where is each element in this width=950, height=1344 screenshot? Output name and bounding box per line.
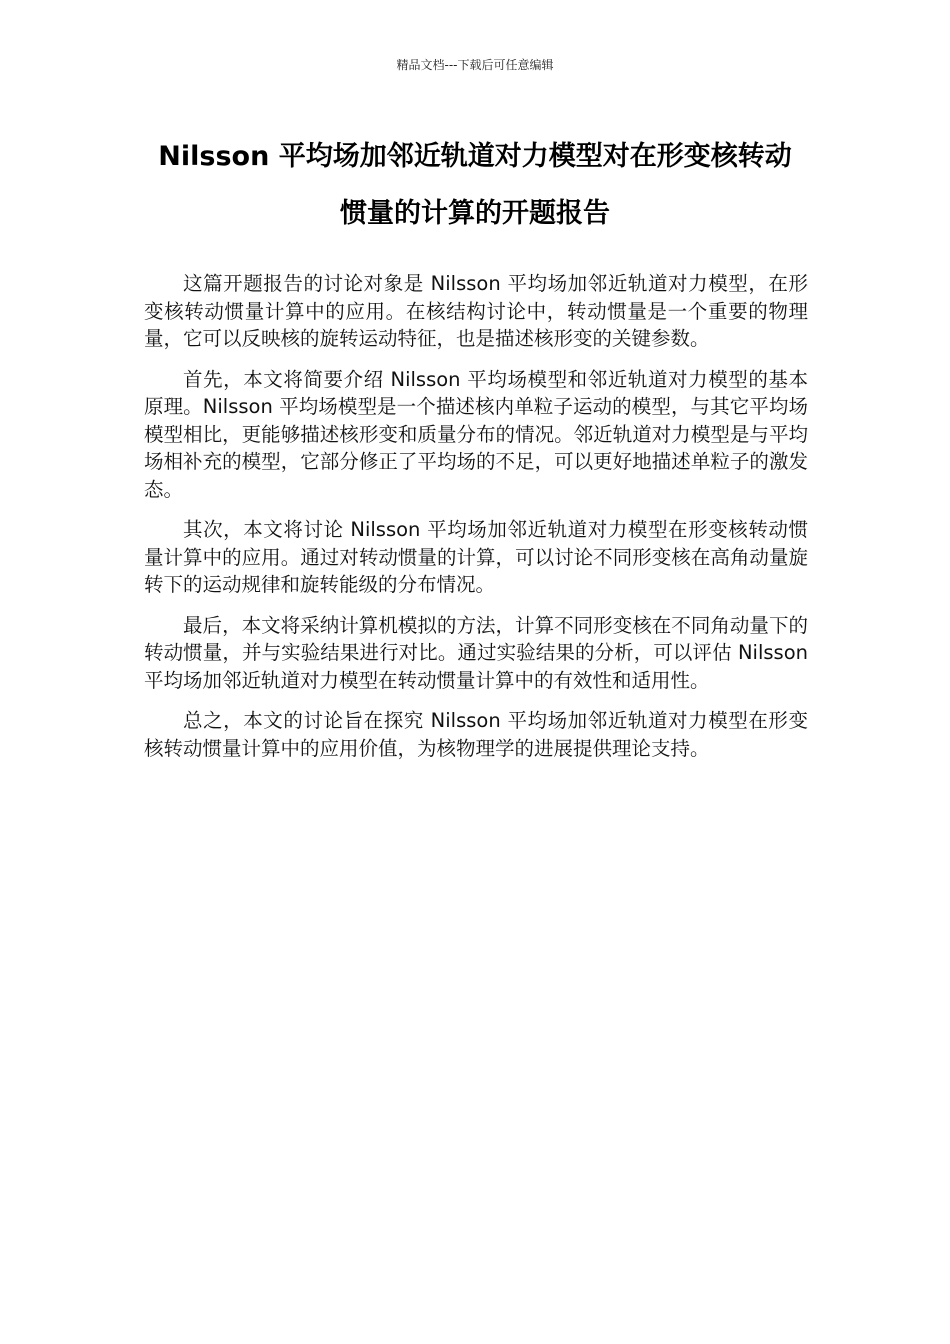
document-body — [144, 270, 808, 775]
paragraph-conclusion: 总之，本文的讨论旨在探究 Nilsson 平均场加邻近轨道对力模型在形变核转动惯量计算中的应用价值，为核物理学的进展提供理论支持。 — [144, 709, 808, 760]
title-line-2: 惯量的计算的开题报告 — [340, 198, 610, 229]
paragraph-finally: 最后，本文将采纳计算机模拟的方法，计算不同形变核在不同角动量下的转动惯量，并与实验结果进行对比。通过实验结果的分析，可以评估 Nilsson 平均场加邻近轨道对力模型在转动惯量计算中的有效性和适用性。 — [144, 613, 808, 692]
paragraph-second: 其次，本文将讨论 Nilsson 平均场加邻近轨道对力模型在形变核转动惯量计算中的应用。通过对转动惯量的计算，可以讨论不同形变核在高角动量旋转下的运动规律和旋转能级的分布情况。 — [144, 518, 808, 596]
paragraph-intro: 这篇开题报告的讨论对象是 Nilsson 平均场加邻近轨道对力模型，在形变核转动惯量计算中的应用。在核结构讨论中，转动惯量是一个重要的物理量，它可以反映核的旋转运动特征，也是描述核形变的关键参数。 — [144, 272, 808, 350]
paragraph-first: 首先，本文将简要介绍 Nilsson 平均场模型和邻近轨道对力模型的基本原理。Nilsson 平均场模型是一个描述核内单粒子运动的模型，与其它平均场模型相比，更能够描述核形变和质量分布的情况。邻近轨道对力模型是与平均场相补充的模型，它部分修正了平均场的不足，可以更好地描述单粒子的激发态。 — [144, 367, 808, 501]
title-line-1: Nilsson 平均场加邻近轨道对力模型对在形变核转动 — [158, 141, 792, 172]
document-title — [145, 128, 805, 242]
page-header: 精品文档---下载后可任意编辑 — [396, 58, 554, 72]
